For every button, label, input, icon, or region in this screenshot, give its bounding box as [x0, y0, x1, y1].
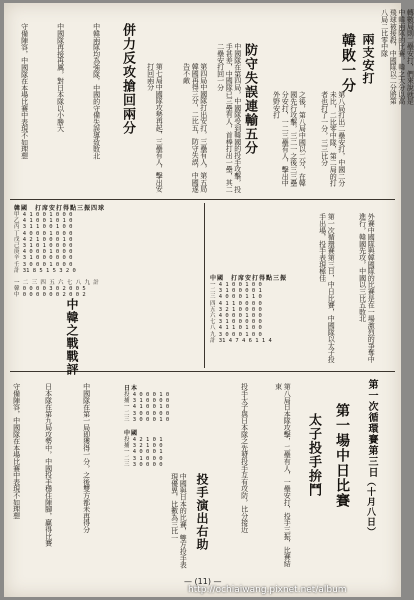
text-column: 中國隊再接再厲，對日本隊以小勝大	[56, 23, 65, 132]
headline-sino-korea-review: 中韓之戰戰評	[65, 298, 79, 376]
text-column: 外賽中國隊與韓國隊的比賽是在一場激烈的爭奪中進行，韓國先攻，中國以三比五敗北	[358, 213, 376, 363]
table-row: 三 3 0 0 0 0	[124, 461, 163, 468]
table-row: 辛 3 1 0 0 0 0 0 0	[14, 255, 73, 262]
table-row: 四 4 1 1 0 0 0 0	[210, 300, 262, 307]
inning-score-row: 韓 0 0 0 0 3 0 2 0 0 5	[14, 286, 86, 293]
table-row: 二 3 1 0 0 0	[124, 455, 163, 462]
table-row: 三 3 0 0 0 1 0	[124, 416, 170, 423]
text-column: 日本隊在第九局攻勢中，中國投手穩住陣腳，贏得比賽	[44, 383, 53, 547]
table-row: 一 4 1 0 0 1 0	[124, 404, 170, 411]
magazine-page	[4, 3, 414, 597]
table-row: 庚 4 0 0 0 1 0 0 0	[14, 249, 73, 256]
box-score-title: 中國 打席安打得點三振	[210, 275, 288, 282]
table-row: 一 4 1 0 0 1 0 0	[210, 282, 262, 288]
watermark-url: http://ochiaiwang.pixnet.net/album	[188, 585, 347, 595]
headline-first-match: 第一場中日比賽	[334, 403, 350, 508]
table-row: 計 31 8 5 1 5 3 2 0	[14, 267, 76, 274]
table-row: 三 4 0 0 0 1 1 0	[210, 294, 262, 301]
table-row: 八 4 1 1 0 1 0 0	[210, 325, 262, 332]
table-row: 投 4 0 0 0 1 0	[124, 392, 170, 398]
box-score-title: 日本	[124, 385, 139, 392]
headline-two-hits: 兩支安打	[361, 33, 375, 85]
text-column: 中韓兩隊均為強隊，中國的守備失誤導致敗北	[92, 23, 101, 160]
headline-first-round: 第一次循環賽第三日	[366, 379, 377, 478]
table-row: 捕 3 1 0 0 0 0	[124, 398, 170, 405]
table-row: 七 3 1 0 0 0 0 0	[210, 319, 262, 326]
text-column: 守備陣容，中國隊在本場比賽中表現不如理想	[20, 23, 29, 160]
text-column: 之後，第八局中國以二分，在韓國先行攻擊，三二一之後三三壘分安打，一二三壘有人，擊出中外野安打	[272, 91, 307, 187]
inning-score-row: 中 0 0 0 0 0 0 2 0 0 2	[14, 292, 86, 299]
text-column: 中國隊在第一局即獲得一分，之後雙方都未再得分	[82, 383, 91, 533]
box-score-title: 韓國 打席安打得點三振四球	[14, 205, 106, 212]
text-column: 投手太子與日本隊之先發投手互有攻防，比分接近	[240, 383, 249, 533]
box-score-title: 中國	[124, 430, 139, 437]
box-score-china-2	[124, 428, 184, 468]
table-row: 計 31 4 7 4 6 1 1 4	[210, 337, 272, 344]
table-row: 丙 3 1 1 0 0 1 0 0	[14, 224, 73, 231]
headline-korea-loses: 韓敗一分	[340, 33, 356, 93]
headline-defense-errors: 防守失誤連輸五分	[242, 43, 257, 155]
text-column: 守備陣容，中國隊在本場比賽中表現不如理想	[12, 383, 21, 520]
table-row: 六 4 0 0 0 1 0 0	[210, 313, 262, 320]
text-column: 第一次循環賽第三日，中日比賽，中國隊以太子投手出場，投手表現極佳	[318, 213, 336, 363]
table-row: 甲 4 1 0 0 1 0 0 0	[14, 212, 73, 218]
table-row: 壬 3 0 0 0 1 0 0 0	[14, 261, 73, 268]
text-column: 第八局日本隊攻擊，二壘有人，一壘安打，投手三振，比賽結束	[274, 383, 292, 567]
page-number: — (11) —	[184, 577, 222, 586]
text-column: 第四局中國隊打出安打，三壘有人，第五局韓國再得三分，二比五，防守失誤，中國遂告不敵	[182, 63, 208, 193]
box-score-china	[210, 273, 330, 344]
headline-counter-attack: 併力反攻搶回兩分	[120, 23, 135, 135]
divider	[204, 203, 205, 368]
inning-score-row: 一 二 三 四 五 六 七 八 九 計	[14, 280, 99, 287]
table-row: 一 4 0 0 0 1	[124, 449, 163, 456]
divider	[10, 199, 395, 200]
table-row: 九 3 0 0 0 1 0 0	[210, 331, 262, 338]
box-score-japan	[124, 383, 184, 423]
text-column: 轉數局則二壘安打，們來說就是中韓兩隊的比賽，韓之大分以高飛球被接殺，中國隊以二分將第八局二比零中隊	[380, 9, 414, 105]
table-row: 二 3 0 0 0 0 0	[124, 410, 170, 417]
headline-pitcher-duel: 投手演出右助	[195, 473, 209, 551]
table-row: 乙 4 1 0 0 1 0 1 0	[14, 218, 73, 225]
table-row: 二 3 1 0 0 0 0 1	[210, 288, 262, 295]
text-column: 第八局打出二壘安打，中國二分未比，二比零中隊，第二局的打者也打了一分，三三比分	[320, 91, 346, 187]
table-row: 己 3 1 0 1 0 0 0 0	[14, 243, 73, 250]
text-column: 第七局中國隊攻勢再起，三壘有人，擊出安打回兩分	[146, 63, 164, 193]
text-column: 中國與日本的比賽，雙方投手表現優異，比數為三比一	[170, 473, 188, 569]
headline-second-day: （十月八日）	[365, 477, 375, 537]
table-row: 丁 4 0 0 0 1 0 0 0	[14, 230, 73, 237]
headline-taiwan-duel: 太子投手拚鬥	[306, 413, 321, 497]
table-row: 投 4 2 1 0 1	[124, 437, 163, 443]
text-column: 中國隊在第四局，中國隊受到韓國的投手攻擊，投手甚差，中國隊已三壘有人，首棒打出一壘，其二二壘安打回一分	[216, 43, 242, 193]
table-row: 戊 4 2 1 0 0 0 1 0	[14, 236, 73, 243]
table-row: 五 3 2 1 0 0 0 0	[210, 306, 262, 313]
table-row: 捕 3 2 1 0 0	[124, 443, 163, 450]
box-score-korea	[14, 203, 194, 299]
